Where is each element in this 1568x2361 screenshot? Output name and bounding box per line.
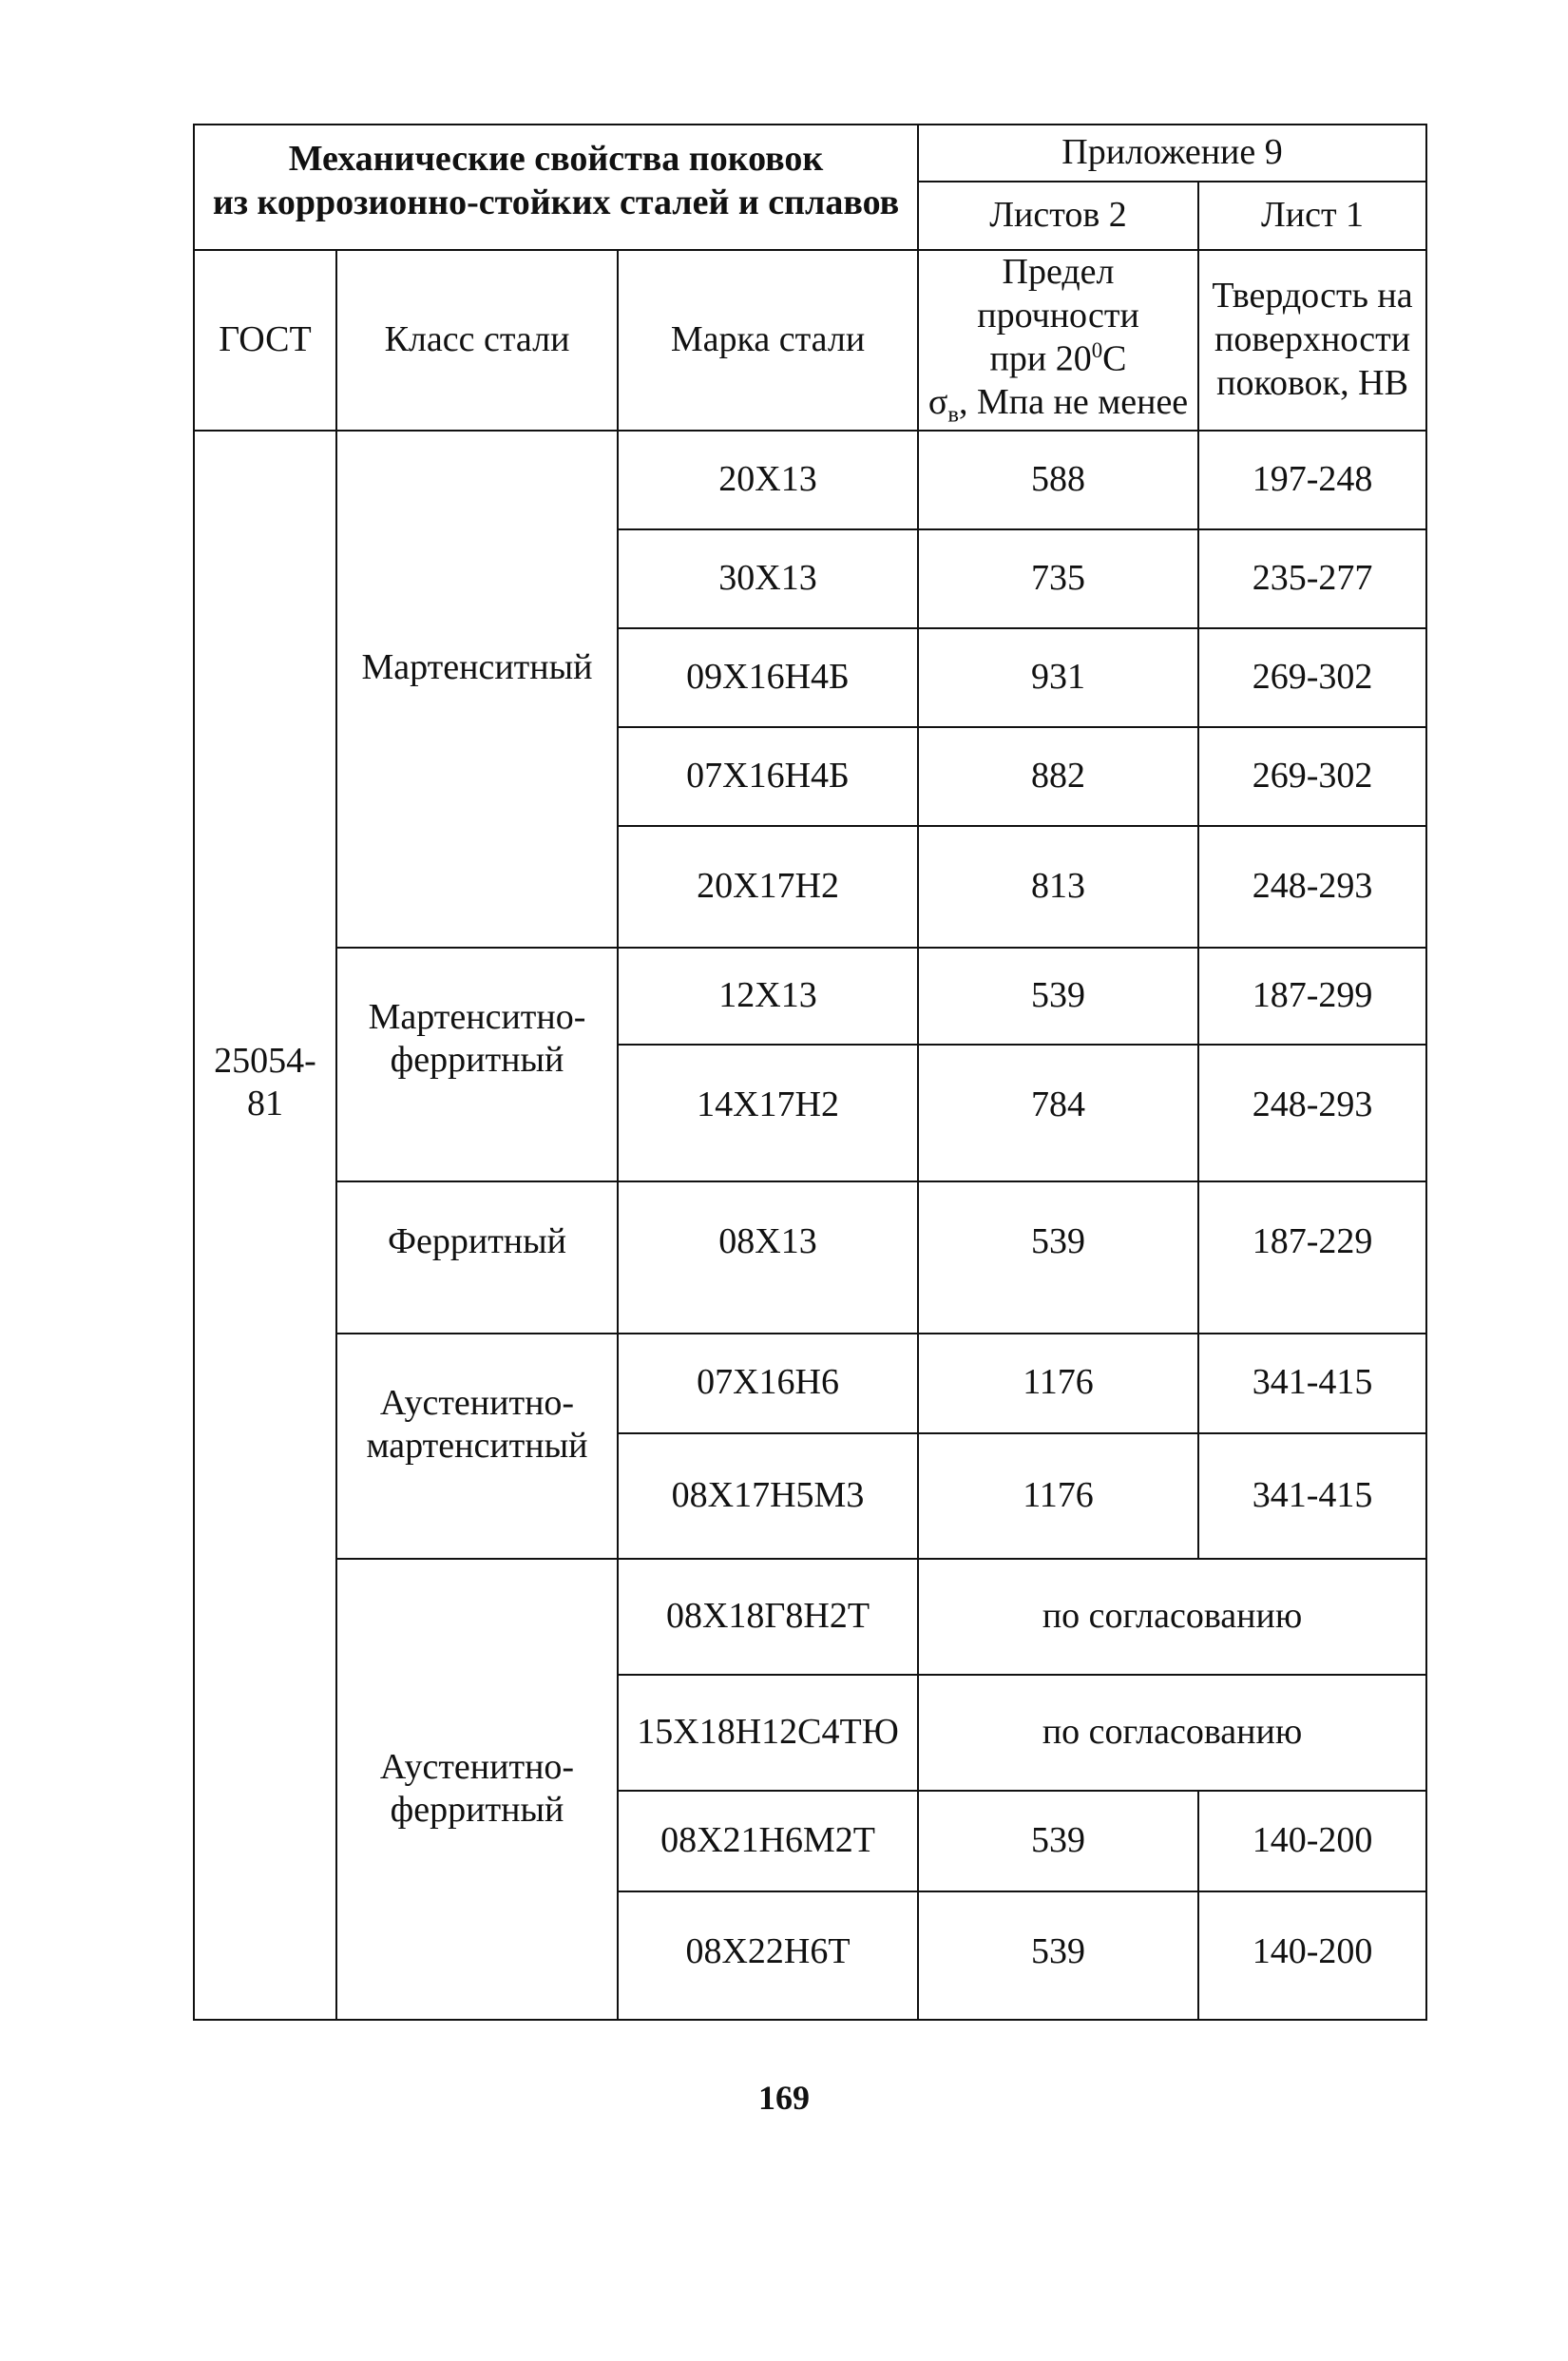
grade-cell: 12Х13 (618, 948, 918, 1045)
strength-cell: 931 (918, 628, 1198, 727)
combined-value-cell: по согласованию (918, 1559, 1426, 1675)
grade-cell: 15Х18Н12С4ТЮ (618, 1675, 918, 1791)
hardness-cell: 197-248 (1198, 431, 1426, 529)
grade-cell: 08Х17Н5М3 (618, 1433, 918, 1559)
class-martensitic-ferritic (336, 948, 618, 1181)
hardness-cell: 248-293 (1198, 826, 1426, 948)
hardness-cell: 187-299 (1198, 948, 1426, 1045)
table-title-line2: из коррозионно-стойких сталей и сплавов (212, 182, 900, 222)
page-number: 169 (758, 2079, 810, 2117)
class-martensitic-ferritic-line2: ферритный (390, 1040, 564, 1081)
strength-cell: 882 (918, 727, 1198, 826)
hardness-cell: 140-200 (1198, 1891, 1426, 2020)
col-header-gost: ГОСТ (194, 250, 336, 431)
strength-cell: 588 (918, 431, 1198, 529)
hardness-cell: 235-277 (1198, 529, 1426, 628)
strength-cell: 539 (918, 1181, 1198, 1334)
strength-header-sigma-sub: в (947, 402, 959, 429)
grade-cell: 09Х16Н4Б (618, 628, 918, 727)
grade-cell: 20Х13 (618, 431, 918, 529)
class-austenitic-ferritic-line2: ферритный (390, 1790, 564, 1831)
hardness-cell: 269-302 (1198, 727, 1426, 826)
strength-cell: 1176 (918, 1433, 1198, 1559)
sheet-current: Лист 1 (1198, 182, 1426, 250)
gost-value-line2: 81 (247, 1084, 283, 1124)
appendix-label: Приложение 9 (918, 125, 1426, 182)
hardness-cell: 140-200 (1198, 1791, 1426, 1891)
hardness-header-line2: поверхности (1214, 319, 1411, 360)
grade-cell: 08Х18Г8Н2Т (618, 1559, 918, 1675)
grade-cell: 30Х13 (618, 529, 918, 628)
strength-header-sigma: σ (927, 382, 948, 423)
grade-cell: 14Х17Н2 (618, 1045, 918, 1181)
hardness-cell: 341-415 (1198, 1334, 1426, 1433)
grade-cell: 07Х16Н6 (618, 1334, 918, 1433)
combined-value-cell: по согласованию (918, 1675, 1426, 1791)
grade-cell: 08Х13 (618, 1181, 918, 1334)
sheets-total: Листов 2 (918, 182, 1198, 250)
class-austenitic-martensitic (336, 1334, 618, 1559)
hardness-cell: 248-293 (1198, 1045, 1426, 1181)
strength-cell: 784 (918, 1045, 1198, 1181)
class-martensitic: Мартенситный (336, 431, 618, 948)
class-austenitic-ferritic-line1: Аустенитно- (379, 1746, 575, 1787)
col-header-hardness (1198, 250, 1426, 431)
strength-cell: 813 (918, 826, 1198, 948)
class-austenitic-ferritic (336, 1559, 618, 2020)
properties-table (193, 124, 1427, 2021)
col-header-strength (918, 250, 1198, 431)
grade-cell: 08Х21Н6М2Т (618, 1791, 918, 1891)
hardness-header-line3: поковок, НВ (1216, 362, 1408, 403)
class-austenitic-martensitic-line2: мартенситный (366, 1426, 588, 1467)
col-header-grade: Марка стали (618, 250, 918, 431)
strength-header-line3: , Мпа не менее (959, 382, 1189, 423)
hardness-cell: 341-415 (1198, 1433, 1426, 1559)
grade-cell: 07Х16Н4Б (618, 727, 918, 826)
strength-header-line1: Предел прочности (977, 252, 1139, 336)
strength-cell: 735 (918, 529, 1198, 628)
strength-header-degree: 0 (1091, 338, 1103, 363)
hardness-cell: 269-302 (1198, 628, 1426, 727)
gost-value-line1: 25054- (214, 1040, 316, 1081)
grade-cell: 08Х22Н6Т (618, 1891, 918, 2020)
strength-cell: 539 (918, 1791, 1198, 1891)
table-title-line1: Механические свойства поковок (288, 139, 824, 180)
strength-header-line2: при 20 (989, 338, 1092, 379)
strength-cell: 539 (918, 948, 1198, 1045)
gost-value (194, 431, 336, 2020)
hardness-cell: 187-229 (1198, 1181, 1426, 1334)
grade-cell: 20Х17Н2 (618, 826, 918, 948)
class-austenitic-martensitic-line1: Аустенитно- (379, 1382, 575, 1423)
strength-cell: 539 (918, 1891, 1198, 2020)
class-martensitic-ferritic-line1: Мартенситно- (368, 996, 586, 1037)
table-title (194, 125, 918, 250)
class-ferritic: Ферритный (336, 1181, 618, 1334)
hardness-header-line1: Твердость на (1212, 276, 1413, 317)
col-header-class: Класс стали (336, 250, 618, 431)
strength-header-unit: С (1102, 338, 1127, 379)
strength-cell: 1176 (918, 1334, 1198, 1433)
